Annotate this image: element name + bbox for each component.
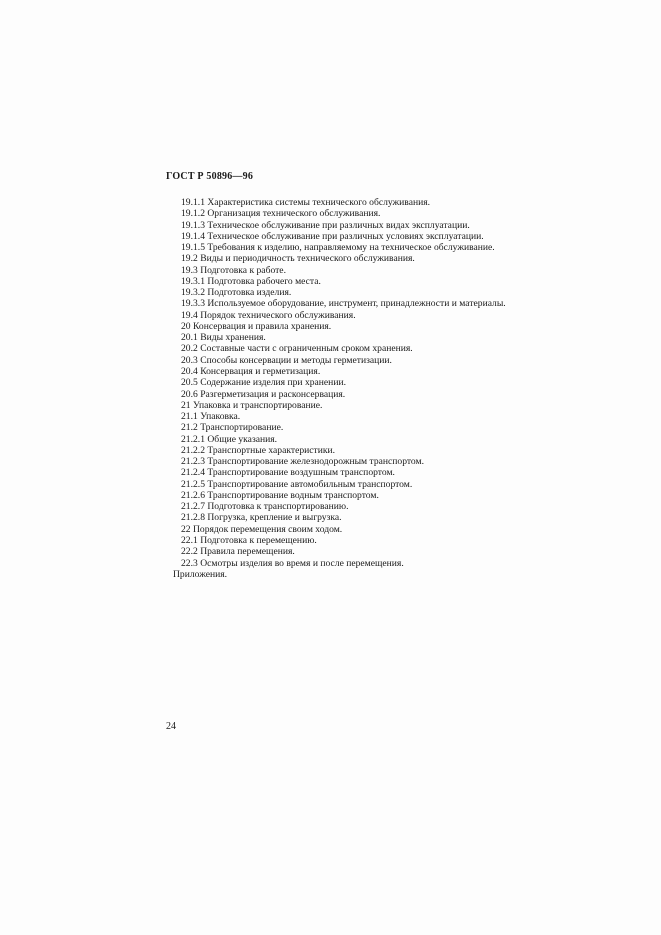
toc-item-appendix: Приложения. [173,568,228,580]
toc-item: 21 Упаковка и транспортирование. [181,399,323,411]
toc-item: 21.2.2 Транспортные характеристики. [181,444,336,456]
toc-item: 19.1.4 Техническое обслуживание при различных условиях эксплуатации. [181,230,484,242]
table-of-contents [173,197,561,580]
toc-item: 22 Порядок перемещения своим ходом. [181,523,343,535]
toc-item: 19.4 Порядок технического обслуживания. [181,309,356,321]
document-header: ГОСТ Р 50896—96 [166,171,254,182]
toc-item: 21.2.5 Транспортирование автомобильным транспортом. [181,478,413,490]
toc-item: 21.1 Упаковка. [181,411,241,423]
toc-item: 20.2 Составные части с ограниченным сроком хранения. [181,343,413,355]
toc-item: 21.2.7 Подготовка к транспортированию. [181,501,349,513]
toc-item: 20.4 Консервация и герметизация. [181,365,321,377]
toc-item: 19.2 Виды и периодичность технического обслуживания. [181,253,415,265]
toc-item: 19.3.1 Подготовка рабочего места. [181,275,321,287]
toc-item: 21.2.6 Транспортирование водным транспортом. [181,489,379,501]
toc-item: 19.1.3 Техническое обслуживание при различных видах эксплуатации. [181,219,470,231]
toc-item: 20.5 Содержание изделия при хранении. [181,377,346,389]
toc-item: 20 Консервация и правила хранения. [181,320,332,332]
toc-item: 19.1.5 Требования к изделию, направляемому на техническое обслуживание. [181,242,495,254]
toc-item: 19.3 Подготовка к работе. [181,264,286,276]
toc-item: 21.2 Транспортирование. [181,422,284,434]
toc-item: 19.3.3 Используемое оборудование, инструмент, принадлежности и материалы. [181,298,506,310]
page-number: 24 [166,721,176,732]
toc-item: 21.2.8 Погрузка, крепление и выгрузка. [181,512,342,524]
toc-item: 21.2.3 Транспортирование железнодорожным транспортом. [181,456,425,468]
toc-item: 19.1.1 Характеристика системы технического обслуживания. [181,197,431,208]
toc-item: 20.3 Способы консервации и методы герметизации. [181,354,392,366]
toc-item: 19.3.2 Подготовка изделия. [181,287,292,299]
toc-item: 19.1.2 Организация технического обслуживания. [181,208,381,220]
toc-item: 22.1 Подготовка к перемещению. [181,534,317,546]
toc-item: 21.2.1 Общие указания. [181,433,278,445]
toc-item: 22.3 Осмотры изделия во время и после перемещения. [181,557,404,569]
toc-item: 20.6 Разгерметизация и расконсервация. [181,388,346,400]
toc-item: 22.2 Правила перемещения. [181,546,295,558]
toc-item: 21.2.4 Транспортирование воздушным транспортом. [181,467,395,479]
toc-item: 20.1 Виды хранения. [181,332,266,344]
